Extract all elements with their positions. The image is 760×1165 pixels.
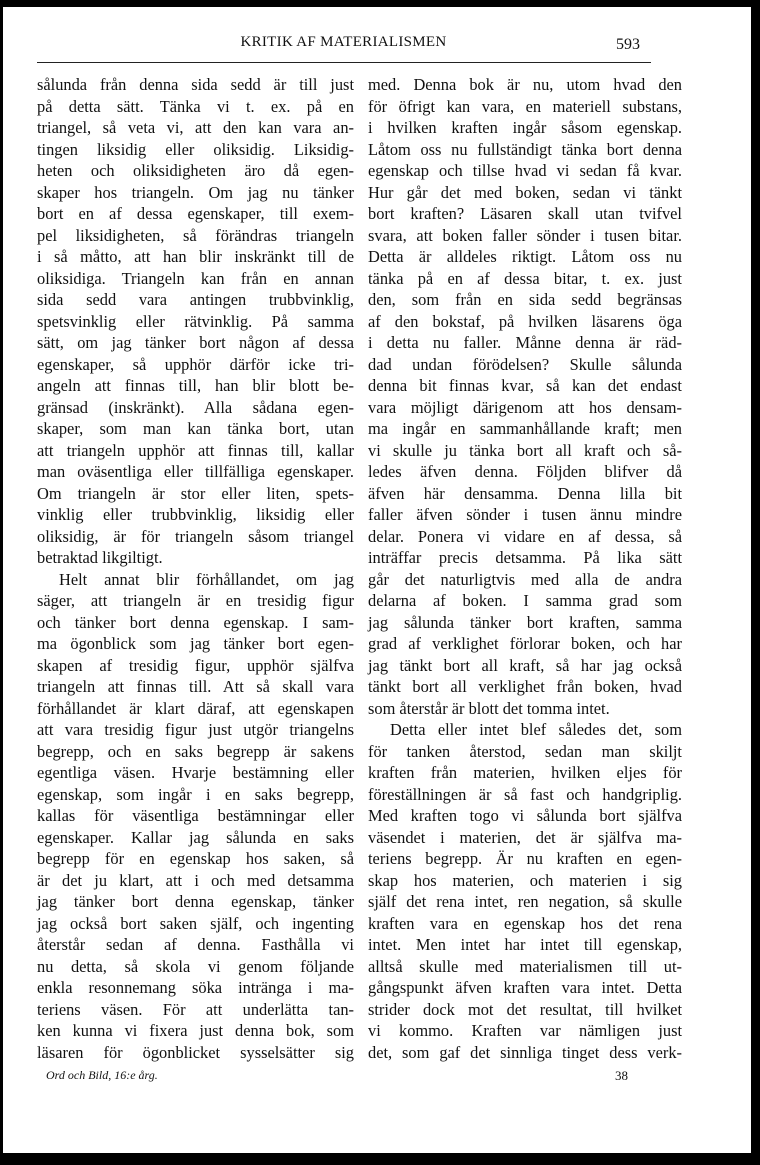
scan-border-left bbox=[0, 0, 3, 1165]
text-line: sätt, om jag tänker bort någon af dessa bbox=[37, 333, 354, 352]
text-line: gångspunkt äfven kraften vara intet. Detta bbox=[368, 978, 682, 997]
text-line: egenskap och tillse hvad vi sedan få kvar. bbox=[368, 161, 682, 180]
text-line: skapen af tresidig figur, upphör själfva bbox=[37, 655, 354, 675]
text-line: pel liksidigheten, så förändras triangeln bbox=[37, 225, 354, 245]
text-line: för öfrigt kan vara, en materiell substans, bbox=[368, 96, 682, 116]
text-line: egenskap, som ingår i en saks begrepp, bbox=[37, 784, 354, 804]
text-line: Med kraften togo vi sålunda bort själfva bbox=[368, 806, 682, 825]
text-line: teriens begrepp. Är nu kraften en egen- bbox=[368, 849, 682, 868]
running-head: KRITIK AF MATERIALISMEN bbox=[240, 34, 447, 50]
text-line: som återstår är blott det tomma intet. bbox=[368, 698, 610, 718]
text-line: förhållandet är klart däraf, att egenskapen bbox=[37, 698, 354, 718]
text-line: att triangeln upphör att finnas till, kallar bbox=[37, 440, 354, 460]
text-line: skap hos materien, och materien i sig bbox=[368, 870, 682, 890]
signature-mark: 38 bbox=[615, 1068, 628, 1083]
text-line: äfven här densamma. Denna lilla bit bbox=[368, 483, 682, 503]
text-line: gränsad (inskränkt). Alla sådana egen- bbox=[37, 397, 354, 417]
text-line: den, som från en sida sedd begränsas bbox=[368, 290, 682, 309]
text-line: egenskaper, så upphör därför icke tri- bbox=[37, 354, 354, 374]
text-line: denna bit finnas kvar, så kan det endast bbox=[368, 376, 682, 395]
text-line: på detta sätt. Tänka vi t. ex. på en bbox=[37, 96, 354, 116]
text-line: ken kunna vi fixera just denna bok, som bbox=[37, 1021, 354, 1040]
text-line: kallas för väsentliga bestämningar eller bbox=[37, 806, 354, 825]
text-line: att vara tresidig figur just utgör triangelns bbox=[37, 720, 354, 739]
text-line: jag tänker bort denna egenskap, tänker bbox=[37, 892, 354, 911]
text-line: tingen liksidig eller oliksidig. Liksidig- bbox=[37, 139, 354, 159]
text-line: tänka på en af dessa bitar, t. ex. just bbox=[368, 268, 682, 288]
scan-border-bottom bbox=[0, 1153, 760, 1165]
text-line: betraktad likgiltigt. bbox=[37, 548, 163, 567]
text-line: säger, att triangeln är en tresidig figur bbox=[37, 591, 354, 610]
text-line: af den bokstaf, på hvilken läsarens öga bbox=[368, 311, 682, 331]
text-line: ma ingår en sammanhållande kraft; men bbox=[368, 419, 682, 438]
text-line: Detta är alldeles riktigt. Låtom oss nu bbox=[368, 247, 682, 266]
text-line: heten och oliksidigheten äro då egen- bbox=[37, 161, 354, 180]
text-line: för tanken återstod, sedan man skiljt bbox=[368, 741, 682, 761]
text-line: kraften från materien, hvilken eljes för bbox=[368, 763, 682, 782]
text-line: Låtom oss nu fullständigt tänka bort denna bbox=[368, 139, 682, 159]
text-line: inträffar precis detsamma. På lika sätt bbox=[368, 548, 682, 567]
text-line: skaper, som man kan tänka bort, utan bbox=[37, 419, 354, 438]
text-line: går det naturligtvis med alla de andra bbox=[368, 569, 682, 589]
text-line: ledes äfven denna. Följden blifver då bbox=[368, 462, 682, 481]
text-line: strider dock mot det resultat, till hvilket bbox=[368, 999, 682, 1019]
text-line: Om triangeln är stor eller liten, spets- bbox=[37, 483, 354, 503]
text-line: triangel, så veta vi, att den kan vara an- bbox=[37, 118, 354, 137]
text-line: vi skulle ju tänka bort all kraft och så- bbox=[368, 440, 682, 460]
text-line: Hur går det med boken, sedan vi tänkt bbox=[368, 182, 682, 202]
footer-source: Ord och Bild, 16:e årg. bbox=[46, 1068, 158, 1082]
text-line: teriens väsen. För att underlätta tan- bbox=[37, 999, 354, 1019]
text-line: skaper hos triangeln. Om jag nu tänker bbox=[37, 182, 354, 202]
text-line: begrepp, och en saks begrepp är sakens bbox=[37, 741, 354, 761]
text-column-left bbox=[37, 74, 354, 1063]
text-line: vi kommo. Kraften var nämligen just bbox=[368, 1021, 682, 1040]
text-line: bort kraften? Läsaren skall utan tvifvel bbox=[368, 204, 682, 223]
text-line: sida sedd vara antingen trubbvinklig, bbox=[37, 290, 354, 309]
text-line: tänkt bort all verklighet från boken, hvad bbox=[368, 677, 682, 696]
text-line: själf det rena intet, ren negation, så skulle bbox=[368, 892, 682, 911]
text-line: triangeln att finnas till. Att så skall vara bbox=[37, 677, 354, 696]
text-line: läsaren för ögonblicket sysselsätter sig bbox=[37, 1042, 354, 1062]
text-line: återstår sedan af denna. Fasthålla vi bbox=[37, 935, 354, 954]
text-line: föreställningen är så fast och handgriplig. bbox=[368, 784, 682, 804]
text-line: jag också bort saken själf, och ingenting bbox=[37, 913, 354, 933]
text-line: vinklig eller trubbvinklig, liksidig eller bbox=[37, 505, 354, 524]
page-number: 593 bbox=[616, 36, 640, 53]
text-line: är det ju klart, att i och med detsamma bbox=[37, 870, 354, 890]
text-line: faller äfven sönder i tusen ännu mindre bbox=[368, 505, 682, 524]
text-line: vara möjligt därigenom att hos densam- bbox=[368, 397, 682, 417]
text-line: väsendet i materien, det är själfva ma- bbox=[368, 827, 682, 847]
text-line: egenskaper. Kallar jag sålunda en saks bbox=[37, 827, 354, 847]
text-line: begrepp för en egenskap hos saken, så bbox=[37, 849, 354, 868]
text-line: kraften vara en egenskap hos det rena bbox=[368, 913, 682, 933]
text-line: svara, att boken faller sönder i tusen bitar. bbox=[368, 225, 682, 245]
text-line: man oväsentliga eller tillfälliga egenskaper. bbox=[37, 462, 354, 481]
text-line: dad undan förödelsen? Skulle sålunda bbox=[368, 354, 682, 374]
text-line: Helt annat blir förhållandet, om jag bbox=[59, 569, 354, 589]
text-line: grad af verklighet förlorar boken, och har bbox=[368, 634, 682, 653]
text-column-right bbox=[368, 74, 682, 1063]
text-line: delarna af boken. I samma grad som bbox=[368, 591, 682, 610]
text-line: angeln att finnas till, han blir blott be- bbox=[37, 376, 354, 395]
text-line: i detta nu faller. Månne denna är räd- bbox=[368, 333, 682, 352]
text-line: alltså skulle med materialismen till ut- bbox=[368, 956, 682, 976]
text-line: jag sålunda tänker bort kraften, samma bbox=[368, 612, 682, 632]
text-line: det, som gaf det sinnliga tinget dess verk- bbox=[368, 1042, 682, 1062]
scan-border-top bbox=[0, 0, 760, 7]
text-line: och tänker bort denna egenskap. I sam- bbox=[37, 612, 354, 632]
text-line: delar. Ponera vi vidare en af dessa, så bbox=[368, 526, 682, 546]
text-line: ma ögonblick som jag tänker bort egen- bbox=[37, 634, 354, 653]
text-line: intet. Men intet har intet till egenskap, bbox=[368, 935, 682, 954]
text-line: nu detta, så skola vi genom följande bbox=[37, 956, 354, 976]
text-line: bort en af dessa egenskaper, till exem- bbox=[37, 204, 354, 223]
text-line: egentliga väsen. Hvarje bestämning eller bbox=[37, 763, 354, 782]
text-line: enkla resonnemang söka intränga i ma- bbox=[37, 978, 354, 997]
text-line: sålunda från denna sida sedd är till just bbox=[37, 75, 354, 94]
text-line: med. Denna bok är nu, utom hvad den bbox=[368, 75, 682, 94]
text-line: oliksidig, är för triangeln såsom triangel bbox=[37, 526, 354, 546]
header-rule bbox=[37, 62, 651, 63]
text-line: Detta eller intet blef således det, som bbox=[390, 720, 682, 739]
text-line: i så måtto, att han blir inskränkt till de bbox=[37, 247, 354, 266]
text-line: oliksidiga. Triangeln kan från en annan bbox=[37, 268, 354, 288]
text-line: spetsvinklig eller rätvinklig. På samma bbox=[37, 311, 354, 331]
text-line: i hvilken kraften ingår såsom egenskap. bbox=[368, 118, 682, 137]
text-line: jag tänkt bort all kraft, så har jag också bbox=[368, 655, 682, 675]
scan-border-right bbox=[751, 0, 760, 1165]
